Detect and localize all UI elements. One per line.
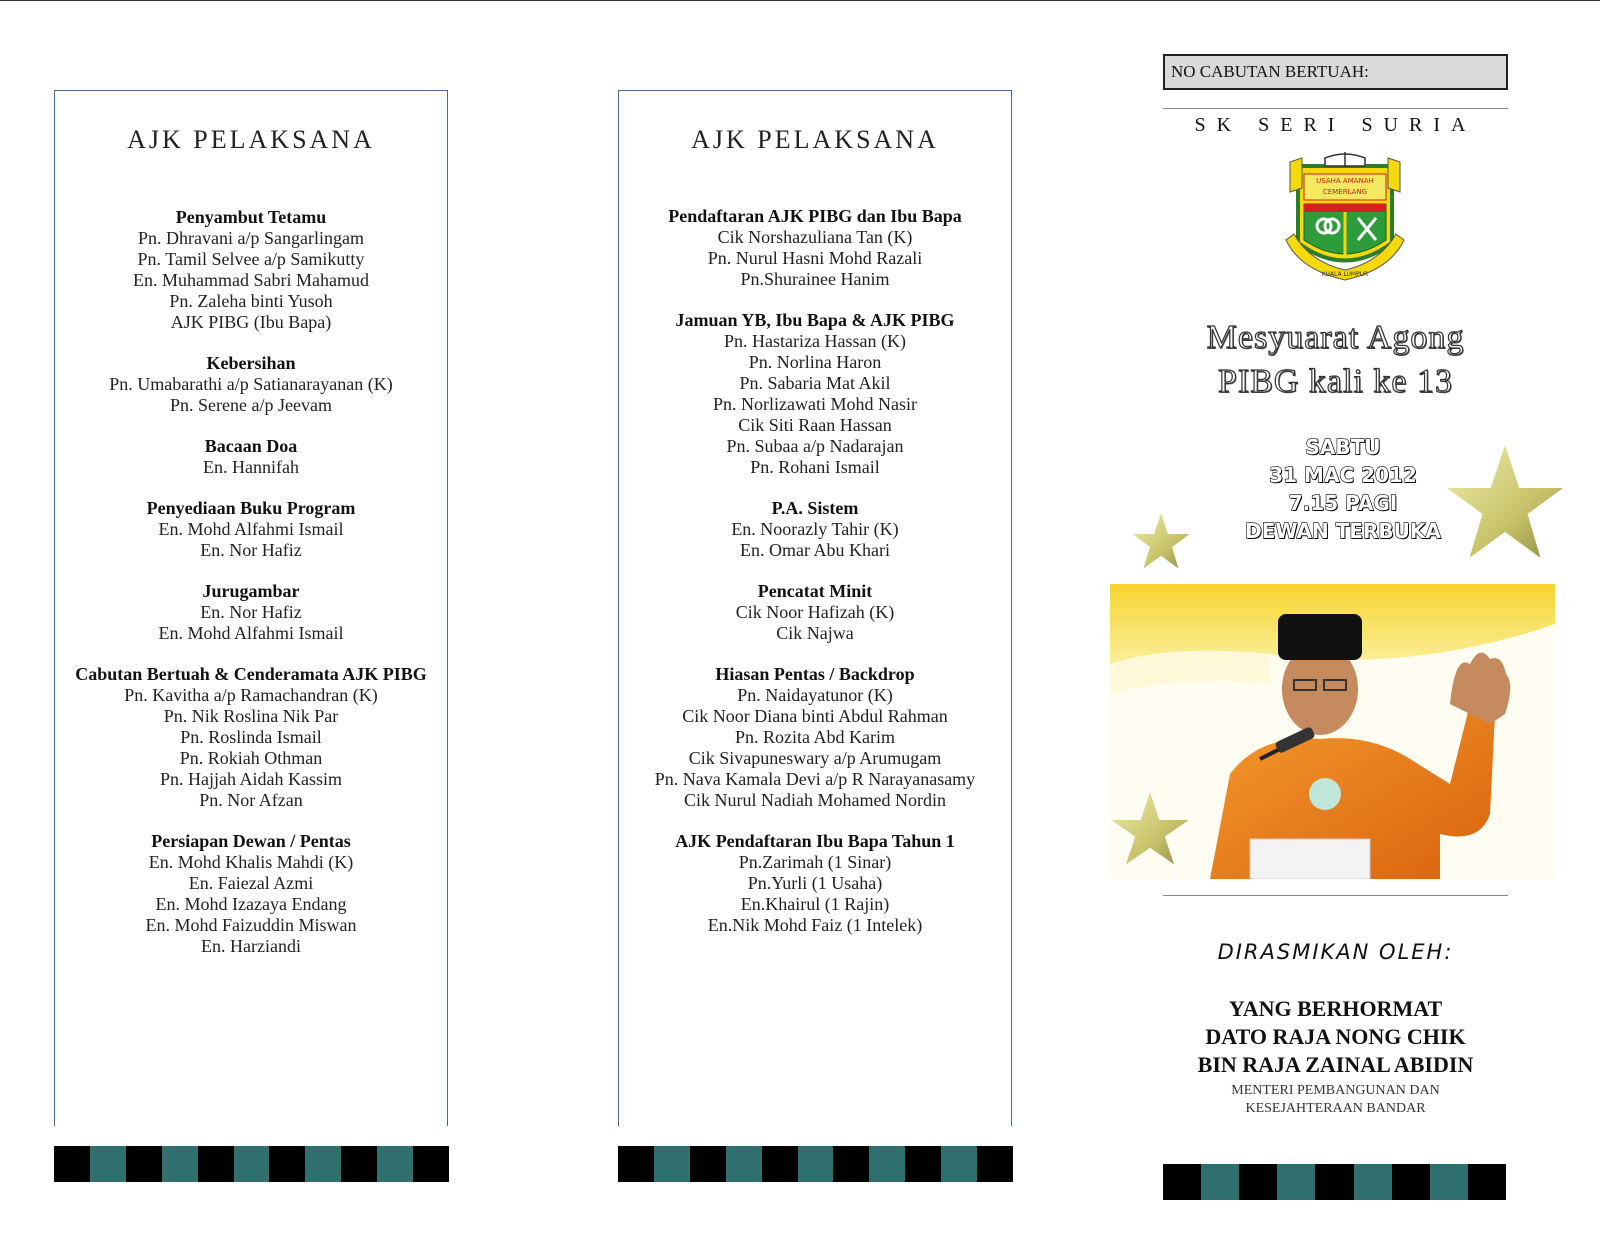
committee-group-title: Bacaan Doa	[204, 436, 298, 456]
committee-member: Pn. Tamil Selvee a/p Samikutty	[137, 249, 365, 269]
committee-member: En. Harziandi	[201, 936, 301, 956]
committee-group	[619, 831, 1011, 936]
top-border-line	[0, 0, 1600, 1]
committee-member: Cik Nurul Nadiah Mohamed Nordin	[684, 790, 946, 810]
officiated-by-label: DIRASMIKAN OLEH:	[1217, 940, 1454, 964]
panel-title: AJK PELAKSANA	[127, 125, 375, 154]
committee-member: En. Mohd Faizuddin Miswan	[145, 915, 357, 935]
guest-of-honour-name	[1163, 995, 1508, 1079]
committee-group-title: Pencatat Minit	[757, 581, 873, 601]
committee-group	[619, 498, 1011, 561]
committee-group	[55, 207, 447, 333]
event-time: 7.15 PAGI	[1288, 491, 1398, 515]
committee-group	[619, 206, 1011, 290]
committee-member: En. Nor Hafiz	[200, 602, 302, 622]
checker-band	[618, 1146, 1013, 1182]
crest-motto-text: USAHA AMANAH	[1316, 177, 1374, 185]
committee-member: Pn. Norlizawati Mohd Nasir	[713, 394, 917, 414]
crest-location-text: KUALA LUMPUR	[1321, 271, 1369, 278]
checker-band	[54, 1146, 449, 1182]
committee-member: En.Khairul (1 Rajin)	[740, 894, 890, 914]
committee-member: Pn. Nik Roslina Nik Par	[163, 706, 339, 726]
vip-line: DATO RAJA NONG CHIK	[1205, 1024, 1466, 1049]
event-details	[1213, 433, 1473, 545]
committee-member: En. Mohd Izazaya Endang	[155, 894, 347, 914]
committee-group-title: Penyambut Tetamu	[175, 207, 327, 227]
committee-member: Pn. Rohani Ismail	[750, 457, 880, 477]
committee-member: En. Nor Hafiz	[200, 540, 302, 560]
committee-member: Pn. Rokiah Othman	[179, 748, 323, 768]
committee-group-title: P.A. Sistem	[771, 498, 859, 518]
committee-group	[55, 436, 447, 478]
lucky-draw-number-box	[1163, 54, 1508, 90]
committee-group-title: Persiapan Dewan / Pentas	[151, 831, 351, 851]
committee-member: Pn. Nurul Hasni Mohd Razali	[707, 248, 923, 268]
lucky-draw-label: NO CABUTAN BERTUAH:	[1171, 62, 1369, 81]
committee-group	[55, 498, 447, 561]
committee-group-title: Penyediaan Buku Program	[146, 498, 356, 518]
committee-member: Pn. Zaleha binti Yusoh	[169, 291, 333, 311]
committee-member: Pn. Naidayatunor (K)	[737, 685, 893, 705]
small-gold-star-icon	[1130, 510, 1192, 572]
middle-committee-panel	[618, 90, 1012, 1126]
committee-member: En. Omar Abu Khari	[740, 540, 890, 560]
committee-groups	[619, 206, 1011, 936]
committee-member: Cik Noor Hafizah (K)	[735, 602, 895, 622]
checker-band	[1163, 1164, 1506, 1200]
divider	[1163, 108, 1508, 109]
committee-member: Pn.Shurainee Hanim	[740, 269, 890, 289]
committee-member: En. Mohd Alfahmi Ismail	[158, 623, 344, 643]
committee-member: Cik Norshazuliana Tan (K)	[717, 227, 913, 247]
committee-member: Pn.Yurli (1 Usaha)	[747, 873, 883, 893]
committee-member: Pn. Hajjah Aidah Kassim	[160, 769, 342, 789]
vip-line: YANG BERHORMAT	[1228, 996, 1443, 1021]
committee-member: Pn. Hastariza Hassan (K)	[724, 331, 906, 351]
minister-title-line: MENTERI PEMBANGUNAN DAN	[1231, 1083, 1440, 1098]
committee-member: Cik Noor Diana binti Abdul Rahman	[682, 706, 948, 726]
committee-group	[619, 310, 1011, 478]
committee-group-title: Pendaftaran AJK PIBG dan Ibu Bapa	[668, 206, 962, 226]
guest-of-honour-photo	[1110, 584, 1555, 879]
event-date: 31 MAC 2012	[1269, 463, 1417, 487]
event-venue: DEWAN TERBUKA	[1245, 519, 1441, 543]
committee-member: Pn. Nava Kamala Devi a/p R Narayanasamy	[654, 769, 976, 789]
crest-motto-text: CEMERLANG	[1322, 188, 1368, 196]
committee-member: Pn. Dhravani a/p Sangarlingam	[138, 228, 364, 248]
large-gold-star-icon	[1443, 438, 1567, 566]
divider	[1163, 895, 1508, 896]
committee-member: Pn. Norlina Haron	[748, 352, 882, 372]
panel-title: AJK PELAKSANA	[691, 125, 939, 154]
vip-line: BIN RAJA ZAINAL ABIDIN	[1197, 1052, 1474, 1077]
event-day: SABTU	[1305, 435, 1381, 459]
committee-group-title: Jurugambar	[202, 581, 300, 601]
committee-member: Pn. Umabarathi a/p Satianarayanan (K)	[109, 374, 393, 394]
committee-member: Pn. Kavitha a/p Ramachandran (K)	[124, 685, 378, 705]
committee-group-title: Cabutan Bertuah & Cenderamata AJK PIBG	[75, 664, 427, 684]
committee-member: Cik Siti Raan Hassan	[738, 415, 892, 435]
committee-group	[55, 353, 447, 416]
committee-member: En. Noorazly Tahir (K)	[731, 519, 899, 539]
committee-group	[619, 664, 1011, 811]
committee-member: En. Hannifah	[203, 457, 299, 477]
committee-member: En. Muhammad Sabri Mahamud	[133, 270, 369, 290]
meeting-title	[1163, 316, 1508, 404]
minister-title	[1163, 1082, 1508, 1118]
committee-member: Cik Najwa	[776, 623, 854, 643]
committee-group	[55, 581, 447, 644]
committee-member: En.Nik Mohd Faiz (1 Intelek)	[707, 915, 923, 935]
committee-group	[55, 831, 447, 957]
committee-member: Pn. Subaa a/p Nadarajan	[726, 436, 904, 456]
committee-member: Pn.Zarimah (1 Sinar)	[738, 852, 892, 872]
committee-group-title: Kebersihan	[206, 353, 296, 373]
committee-groups	[55, 207, 447, 957]
committee-member: Pn. Nor Afzan	[199, 790, 303, 810]
meeting-title-line: Mesyuarat Agong	[1206, 319, 1465, 356]
committee-member: Pn. Rozita Abd Karim	[735, 727, 895, 747]
committee-group-title: Hiasan Pentas / Backdrop	[715, 664, 915, 684]
committee-member: Pn. Sabaria Mat Akil	[739, 373, 891, 393]
committee-group-title: Jamuan YB, Ibu Bapa & AJK PIBG	[675, 310, 955, 330]
committee-group-title: AJK Pendaftaran Ibu Bapa Tahun 1	[675, 831, 955, 851]
committee-member: En. Mohd Alfahmi Ismail	[158, 519, 344, 539]
minister-title-line: KESEJAHTERAAN BANDAR	[1245, 1101, 1426, 1116]
committee-member: Pn. Serene a/p Jeevam	[170, 395, 332, 415]
committee-member: Pn. Roslinda Ismail	[180, 727, 322, 747]
school-crest-logo	[1280, 148, 1410, 293]
committee-group	[619, 581, 1011, 644]
committee-member: En. Mohd Khalis Mahdi (K)	[148, 852, 354, 872]
meeting-title-line: PIBG kali ke 13	[1217, 363, 1454, 400]
committee-member: En. Faiezal Azmi	[188, 873, 314, 893]
committee-group	[55, 664, 447, 811]
school-name: SK SERI SURIA	[1194, 114, 1477, 136]
left-committee-panel	[54, 90, 448, 1126]
committee-member: AJK PIBG (Ibu Bapa)	[170, 312, 332, 332]
committee-member: Cik Sivapuneswary a/p Arumugam	[688, 748, 942, 768]
